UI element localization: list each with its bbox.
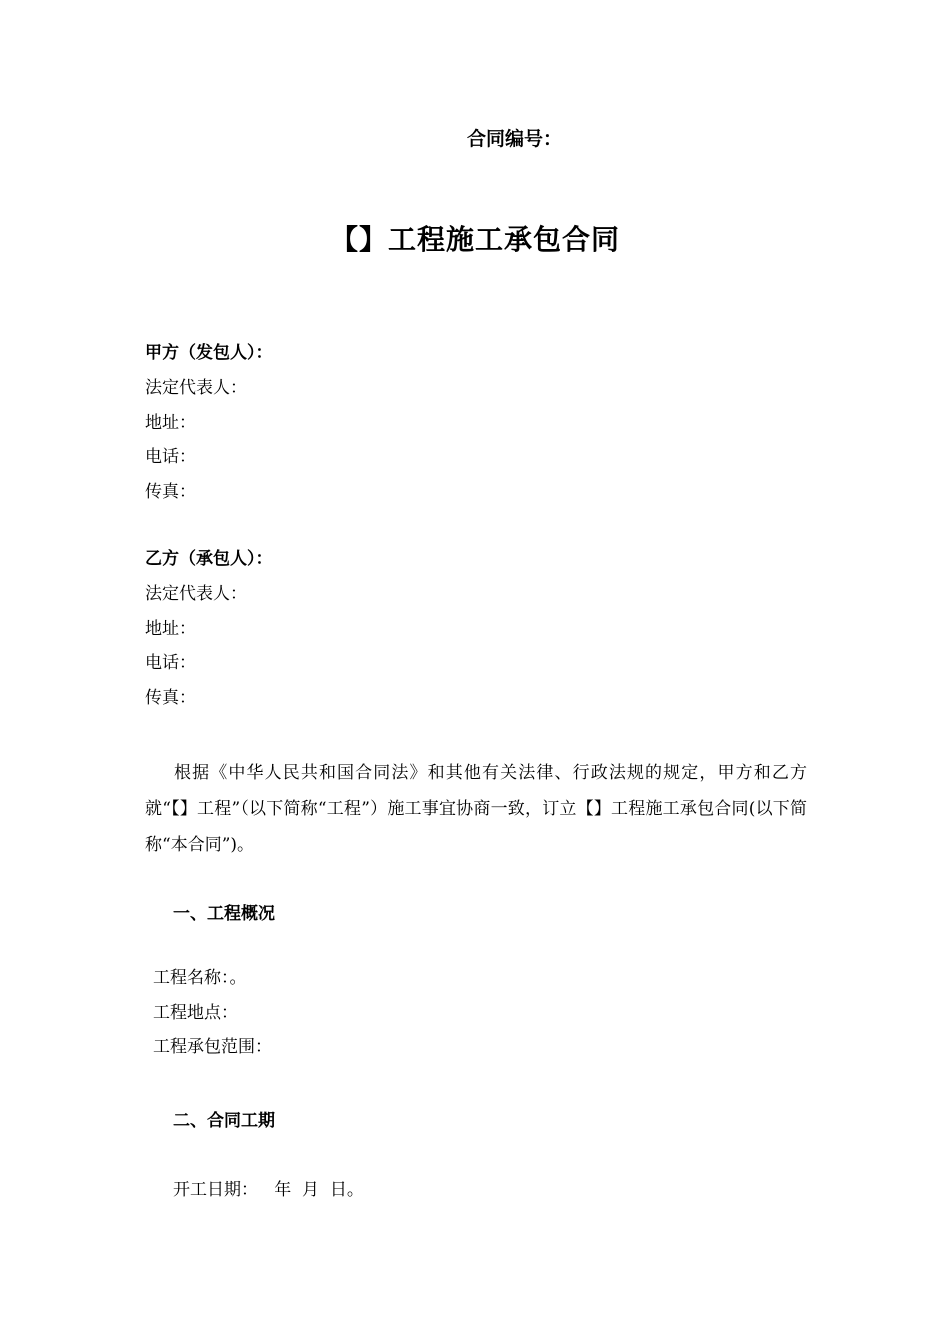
party-a-phone: 电话：	[145, 447, 196, 468]
party-a-address: 地址：	[145, 412, 196, 433]
start-date-line: 开工日期： 年 月 日。	[173, 1180, 364, 1200]
section-1-items	[153, 968, 803, 1072]
section-2-heading: 二、合同工期	[173, 1111, 275, 1131]
project-scope: 工程承包范围：	[153, 1037, 272, 1058]
party-b-legal-rep: 法定代表人：	[145, 584, 247, 604]
section-1-heading: 一、工程概况	[173, 904, 275, 924]
party-b-fax: 传真：	[145, 687, 196, 708]
intro-paragraph: 根据《中华人民共和国合同法》和其他有关法律、行政法规的规定，甲方和乙方就“【】工程”（以下简称“工程”）施工事宜协商一致，订立【】工程施工承包合同(以下简称“本合同”)。	[145, 763, 807, 855]
party-b-phone: 电话：	[145, 653, 196, 674]
document-title: 【】工程施工承包合同	[329, 223, 620, 256]
party-a-fax: 传真：	[145, 481, 196, 502]
party-b-heading: 乙方（承包人）：	[145, 549, 273, 569]
party-a-legal-rep: 法定代表人：	[145, 378, 247, 398]
party-b-address: 地址：	[145, 618, 196, 639]
party-a-heading: 甲方（发包人）：	[145, 343, 273, 363]
project-name: 工程名称：。	[153, 968, 247, 988]
party-b-block	[145, 549, 825, 722]
party-a-block	[145, 343, 825, 516]
project-location: 工程地点：	[153, 1002, 238, 1023]
contract-number-label: 合同编号：	[467, 128, 563, 150]
